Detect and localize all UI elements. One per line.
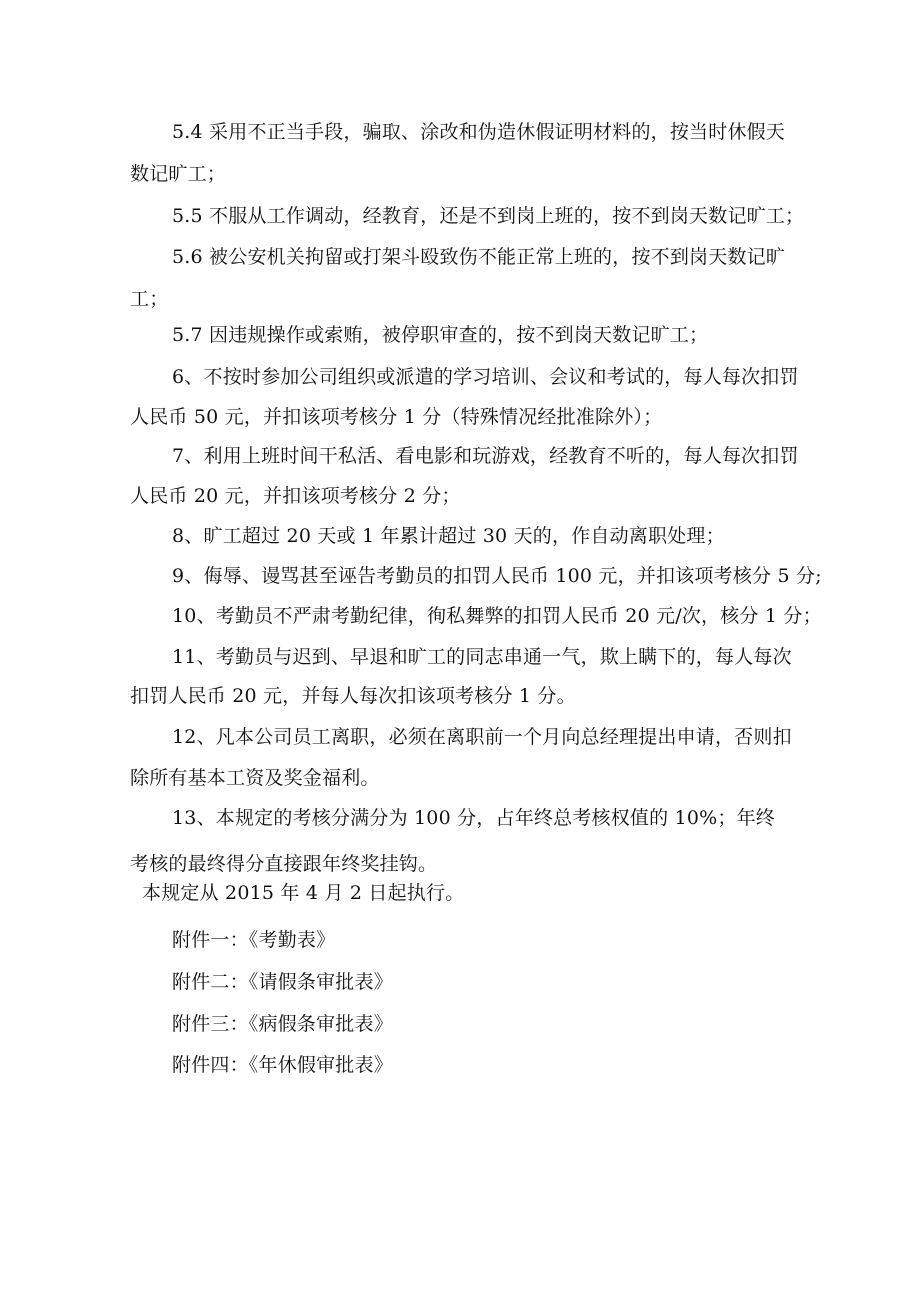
paragraph-5-4-line-1: 5.4 采用不正当手段，骗取、涂改和伪造休假证明材料的，按当时休假天 — [172, 121, 786, 143]
attachment-3: 附件三：《病假条审批表》 — [172, 1013, 393, 1035]
paragraph-7-line-2: 人民币 20 元，并扣该项考核分 2 分； — [130, 485, 461, 507]
attachment-2: 附件二：《请假条审批表》 — [172, 971, 393, 993]
paragraph-7-line-1: 7、利用上班时间干私活、看电影和玩游戏，经教育不听的，每人每次扣罚 — [172, 445, 799, 467]
paragraph-5-7-line-1: 5.7 因违规操作或索贿，被停职审查的，按不到岗天数记旷工； — [172, 324, 709, 346]
paragraph-5-4-line-2: 数记旷工； — [130, 163, 227, 185]
paragraph-5-6-line-2: 工； — [130, 288, 169, 310]
paragraph-13-line-2: 考核的最终得分直接跟年终奖挂钩。 — [130, 853, 438, 875]
attachment-4: 附件四：《年休假审批表》 — [172, 1054, 393, 1076]
paragraph-11-line-2: 扣罚人民币 20 元，并每人每次扣该项考核分 1 分。 — [130, 685, 576, 707]
paragraph-10-line-1: 10、考勤员不严肃考勤纪律，徇私舞弊的扣罚人民币 20 元/次，核分 1 分； — [172, 605, 822, 627]
paragraph-13-line-1: 13、本规定的考核分满分为 100 分，占年终总考核权值的 10%；年终 — [172, 807, 775, 829]
paragraph-8-line-1: 8、旷工超过 20 天或 1 年累计超过 30 天的，作自动离职处理； — [172, 525, 725, 547]
attachment-1: 附件一：《考勤表》 — [172, 929, 336, 951]
paragraph-9-line-1: 9、侮辱、谩骂甚至诬告考勤员的扣罚人民币 100 元，并扣该项考核分 5 分; — [172, 565, 822, 587]
paragraph-5-6-line-1: 5.6 被公安机关拘留或打架斗殴致伤不能正常上班的，按不到岗天数记旷 — [172, 246, 786, 268]
paragraph-5-5-line-1: 5.5 不服从工作调动，经教育，还是不到岗上班的，按不到岗天数记旷工； — [172, 205, 805, 227]
paragraph-12-line-1: 12、凡本公司员工离职，必须在离职前一个月向总经理提出申请，否则扣 — [172, 726, 792, 748]
effective-date-line: 本规定从 2015 年 4 月 2 日起执行。 — [142, 882, 465, 904]
paragraph-12-line-2: 除所有基本工资及奖金福利。 — [130, 767, 380, 789]
paragraph-11-line-1: 11、考勤员与迟到、早退和旷工的同志串通一气，欺上瞒下的，每人每次 — [172, 646, 792, 668]
paragraph-6-line-1: 6、不按时参加公司组织或派遣的学习培训、会议和考试的，每人每次扣罚 — [172, 366, 799, 388]
paragraph-6-line-2: 人民币 50 元，并扣该项考核分 1 分（特殊情况经批准除外）； — [130, 406, 663, 428]
